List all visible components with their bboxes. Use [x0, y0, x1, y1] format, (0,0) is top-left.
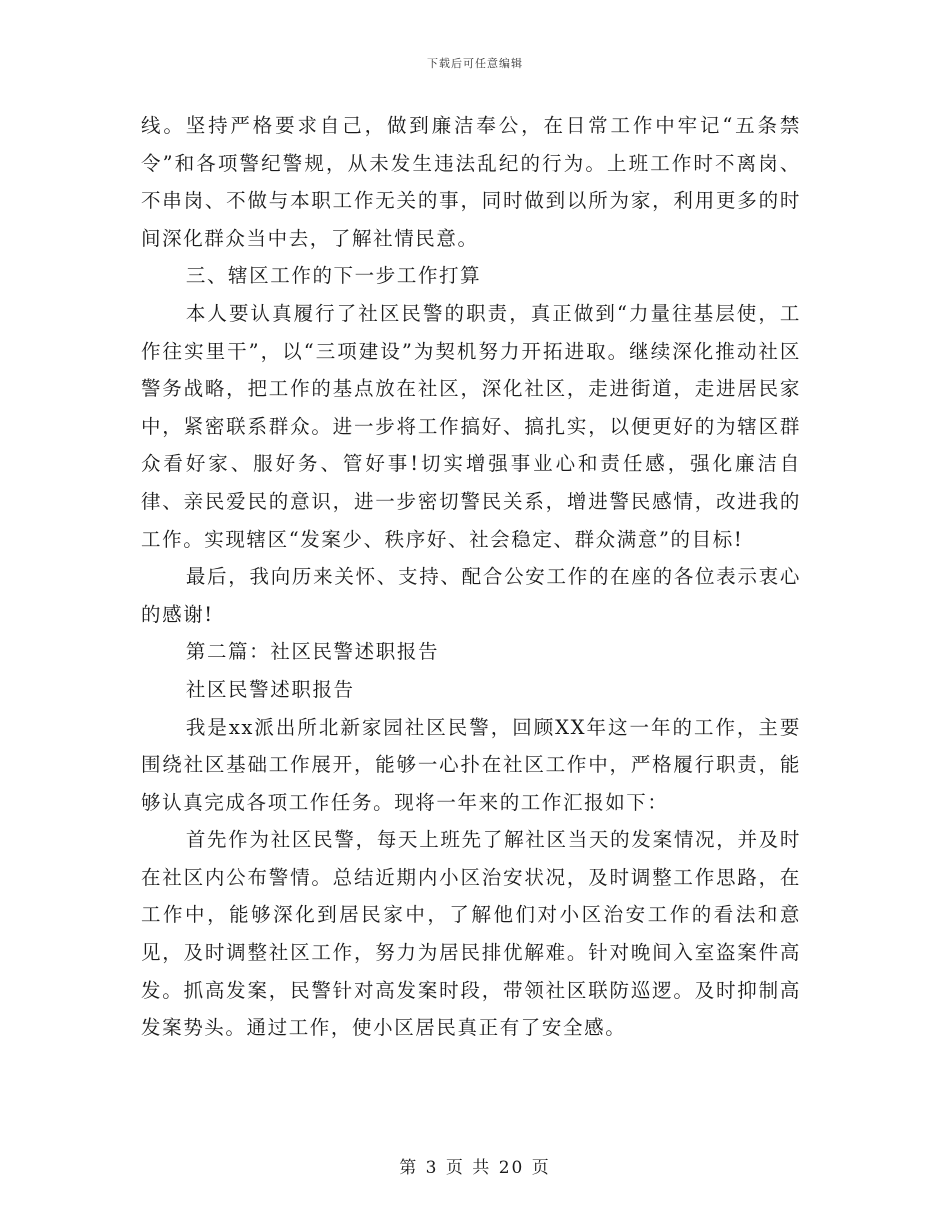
document-body: [141, 107, 801, 1047]
chapter-heading: 第二篇：社区民警述职报告: [185, 640, 440, 664]
paragraph-thanks: 最后，我向历来关怀、支持、配合公安工作的在座的各位表示衷心的感谢!: [141, 565, 801, 626]
paragraph-plans: 本人要认真履行了社区民警的职责，真正做到“力量往基层使，工作往实里干”，以“三项建设”为契机努力开拓进取。继续深化推动社区警务战略，把工作的基点放在社区，深化社区，走进街道，走进居民家中，紧密联系群众。进一步将工作搞好、搞扎实，以便更好的为辖区群众看好家、服好务、管好事!切实增强事业心和责任感，强化廉洁自律、亲民爱民的意识，进一步密切警民关系，增进警民感情，改进我的工作。实现辖区“发案少、秩序好、社会稳定、群众满意”的目标!: [141, 301, 801, 551]
paragraph-continuation: 线。坚持严格要求自己，做到廉洁奉公，在日常工作中牢记“五条禁令”和各项警纪警规，从未发生违法乱纪的行为。上班工作时不离岗、不串岗、不做与本职工作无关的事，同时做到以所为家，利用更多的时间深化群众当中去，了解社情民意。: [141, 114, 801, 250]
page-number-footer: 第 3 页 共 20 页: [399, 1158, 551, 1178]
section-heading-next-steps: 三、辖区工作的下一步工作打算: [185, 264, 482, 288]
report-title: 社区民警述职报告: [185, 677, 355, 701]
paragraph-intro: 我是xx派出所北新家园社区民警，回顾XX年这一年的工作，主要围绕社区基础工作展开，能够一心扑在社区工作中，严格履行职责，能够认真完成各项工作任务。现将一年来的工作汇报如下：: [141, 715, 801, 814]
paragraph-first-work: 首先作为社区民警，每天上班先了解社区当天的发案情况，并及时在社区内公布警情。总结近期内小区治安状况，及时调整工作思路，在工作中，能够深化到居民家中，了解他们对小区治安工作的看法和意见，及时调整社区工作，努力为居民排优解难。针对晚间入室盗案件高发。抓高发案，民警针对高发案时段，带领社区联防巡逻。及时抑制高发案势头。通过工作，使小区居民真正有了安全感。: [141, 828, 801, 1040]
page-header-note: 下载后可任意编辑: [427, 57, 523, 70]
